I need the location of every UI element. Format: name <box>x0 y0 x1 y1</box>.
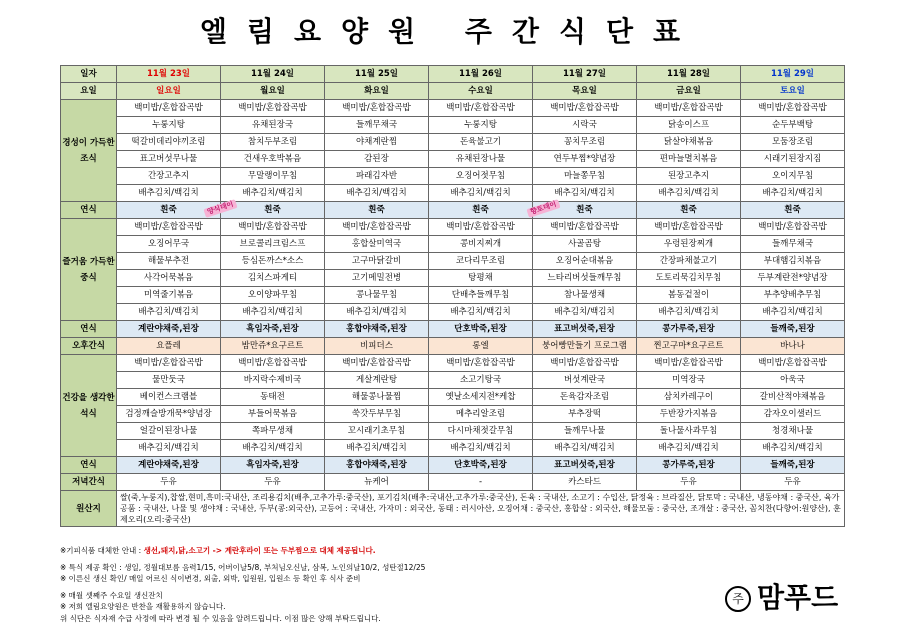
lunch-snack-label: 연식 <box>61 321 117 338</box>
breakfast-snack-item: 흰죽 <box>429 202 533 219</box>
note-no-reuse: ※ 저희 엘림요양원은 반찬을 재활용하지 않습니다. <box>60 602 226 611</box>
menu-item: 얼갈이된장나물 <box>117 423 221 440</box>
menu-item: 등심돈까스*소스 <box>221 253 325 270</box>
menu-item: 사골곰탕 <box>533 236 637 253</box>
note-birthday: ※ 매월 셋째주 수요일 생신잔치 <box>60 590 163 600</box>
menu-item: 게살계란탕 <box>325 372 429 389</box>
menu-item: 배추김치/백김치 <box>117 304 221 321</box>
night-snack-label: 저녁간식 <box>61 474 117 491</box>
menu-item: 배추김치/백김치 <box>117 185 221 202</box>
menu-item: 돌나물사과무침 <box>637 423 741 440</box>
dinner-snack-label: 연식 <box>61 457 117 474</box>
menu-item: 참치두부조림 <box>221 134 325 151</box>
menu-item: 백미밥/혼합잡곡밥 <box>325 219 429 236</box>
date-cell: 11월 27일 <box>533 66 637 83</box>
menu-item: 배추김치/백김치 <box>221 185 325 202</box>
brand-mark: 주 <box>725 586 751 612</box>
menu-item: 미역줄기볶음 <box>117 287 221 304</box>
menu-item: 유채된장국 <box>221 117 325 134</box>
pm-snack-item: 밤만쥬*요구르트 <box>221 338 325 355</box>
menu-item: 탕평채 <box>429 270 533 287</box>
day-cell: 토요일 <box>741 83 845 100</box>
menu-item: 배추김치/백김치 <box>429 185 533 202</box>
night-snack-item: - <box>429 474 533 491</box>
night-snack-item: 두유 <box>741 474 845 491</box>
menu-item: 백미밥/혼합잡곡밥 <box>117 100 221 117</box>
menu-item: 배추김치/백김치 <box>533 440 637 457</box>
menu-item: 바지락수제비국 <box>221 372 325 389</box>
menu-item: 배추김치/백김치 <box>221 304 325 321</box>
menu-item: 콩나물무침 <box>325 287 429 304</box>
menu-item: 오징어무국 <box>117 236 221 253</box>
menu-item: 백미밥/혼합잡곡밥 <box>533 100 637 117</box>
day-cell: 화요일 <box>325 83 429 100</box>
menu-item: 돈육감자조림 <box>533 389 637 406</box>
stamp-western-day: 양식데이 <box>203 199 237 218</box>
menu-item: 백미밥/혼합잡곡밥 <box>221 355 325 372</box>
pm-snack-item: 찐고구마*요구르트 <box>637 338 741 355</box>
menu-item: 누룽지탕 <box>117 117 221 134</box>
menu-item: 소고기탕국 <box>429 372 533 389</box>
day-cell: 월요일 <box>221 83 325 100</box>
page-title: 엘림요양원 주간식단표 <box>199 15 701 48</box>
menu-item: 배추김치/백김치 <box>429 440 533 457</box>
menu-item: 버섯계란국 <box>533 372 637 389</box>
menu-item: 봄동겉절이 <box>637 287 741 304</box>
menu-item: 부대햄김치볶음 <box>741 253 845 270</box>
menu-item: 배추김치/백김치 <box>221 440 325 457</box>
menu-item: 옛날소세지전*케찹 <box>429 389 533 406</box>
menu-item: 닭송이스프 <box>637 117 741 134</box>
menu-item: 건새우호박볶음 <box>221 151 325 168</box>
menu-item: 배추김치/백김치 <box>637 185 741 202</box>
night-snack-item: 뉴케어 <box>325 474 429 491</box>
note-change: 위 식단은 식자재 수급 사정에 따라 변경 될 수 있음을 알려드립니다. 이점 많은 양해 부탁드립니다. <box>60 613 381 623</box>
menu-item: 배추김치/백김치 <box>429 304 533 321</box>
menu-item: 오징어순대볶음 <box>533 253 637 270</box>
dinner-snack-item: 계란야채죽,된장 <box>117 457 221 474</box>
menu-item: 들깨무채국 <box>741 236 845 253</box>
menu-item: 배추김치/백김치 <box>325 440 429 457</box>
menu-item: 간장고추지 <box>117 168 221 185</box>
night-snack-item: 두유 <box>221 474 325 491</box>
menu-item: 배추김치/백김치 <box>325 185 429 202</box>
breakfast-label: 경성이 가득한 조식 <box>61 100 117 202</box>
day-cell: 수요일 <box>429 83 533 100</box>
menu-item: 연두부찜*양념장 <box>533 151 637 168</box>
dinner-snack-item: 단호박죽,된장 <box>429 457 533 474</box>
menu-item: 누룽지탕 <box>429 117 533 134</box>
menu-item: 백미밥/혼합잡곡밥 <box>325 100 429 117</box>
breakfast-snack-item: 흰죽 <box>741 202 845 219</box>
menu-item: 갈비산적야채볶음 <box>741 389 845 406</box>
menu-item: 된장고추지 <box>637 168 741 185</box>
menu-item: 들깨무채국 <box>325 117 429 134</box>
dinner-snack-item: 들깨죽,된장 <box>741 457 845 474</box>
menu-item: 배추김치/백김치 <box>741 304 845 321</box>
night-snack-item: 두유 <box>637 474 741 491</box>
pm-snack-item: 요플레 <box>117 338 221 355</box>
menu-item: 삼치카레구이 <box>637 389 741 406</box>
menu-item: 부추장떡 <box>533 406 637 423</box>
menu-item: 부들어묵볶음 <box>221 406 325 423</box>
lunch-snack-item: 계란야채죽,된장 <box>117 321 221 338</box>
origin-label: 원산지 <box>61 491 117 527</box>
lunch-snack-item: 들깨죽,된장 <box>741 321 845 338</box>
breakfast-snack-item: 흰죽 <box>637 202 741 219</box>
menu-item: 해물부추전 <box>117 253 221 270</box>
menu-item: 백미밥/혼합잡곡밥 <box>741 100 845 117</box>
lunch-snack-item: 홍합야채죽,된장 <box>325 321 429 338</box>
pm-snack-item: 붕어빵만들기 프로그램 <box>533 338 637 355</box>
menu-item: 브로콜리크림스프 <box>221 236 325 253</box>
menu-item: 단배추들깨무침 <box>429 287 533 304</box>
menu-item: 동태전 <box>221 389 325 406</box>
menu-item: 배추김치/백김치 <box>533 185 637 202</box>
menu-item: 배추김치/백김치 <box>637 304 741 321</box>
menu-item: 들깨무나물 <box>533 423 637 440</box>
menu-item: 백미밥/혼합잡곡밥 <box>325 355 429 372</box>
menu-item: 쑥갓두부무침 <box>325 406 429 423</box>
breakfast-snack-item: 흰죽 <box>533 202 637 219</box>
stamp-local-day: 향토데이 <box>526 199 560 218</box>
menu-item: 백미밥/혼합잡곡밥 <box>741 355 845 372</box>
menu-item: 청경채나물 <box>741 423 845 440</box>
dinner-snack-item: 홍합야채죽,된장 <box>325 457 429 474</box>
date-cell: 11월 28일 <box>637 66 741 83</box>
menu-item: 베이컨스크램블 <box>117 389 221 406</box>
day-header-label: 요일 <box>61 83 117 100</box>
dinner-snack-item: 표고버섯죽,된장 <box>533 457 637 474</box>
notes-block <box>60 545 760 624</box>
menu-item: 배추김치/백김치 <box>533 304 637 321</box>
menu-item: 김치스파게티 <box>221 270 325 287</box>
breakfast-snack-label: 연식 <box>61 202 117 219</box>
menu-item: 두부계란전*양념장 <box>741 270 845 287</box>
origin-text: 쌀(죽,누룽지),찹쌀,현미,흑미:국내산, 조리용김치(배추,고추가루:중국산), 포기김치(배추:국내산,고추가루:중국산), 돈육 : 국내산, 소고기 : 수입산, 닭정육 : 브라질산, 닭토막 : 국내산, 냉동야채 : 중국산, 육가공품 : 국내산, 나물 및 생야채 : 국내산, 두부(콩:외국산), 고등어 : 국내산, 가자미 : 외국산, 동태 : 러시아산, 오징어채 : 중국산, 홍합살 : 외국산, 해물모둠 : 중국산, 조개살 : 중국산, 꼼치찬(다향어:원양산), 훈제오리(오리:중국산) <box>117 491 845 527</box>
note-substitute-body: 생선,돼지,닭,소고기 -> 계란후라이 또는 두부찜으로 대체 제공됩니다. <box>143 546 376 555</box>
lunch-snack-item: 단호박죽,된장 <box>429 321 533 338</box>
menu-item: 백미밥/혼합잡곡밥 <box>637 355 741 372</box>
menu-item: 오징어젓무침 <box>429 168 533 185</box>
note-meal-check: ※ 이른신 생신 확인/ 매일 어르신 식이변경, 외출, 외박, 입원원, 입원소 등 확인 후 식사 준비 <box>60 574 361 583</box>
lunch-snack-item: 콩가루죽,된장 <box>637 321 741 338</box>
menu-item: 백미밥/혼합잡곡밥 <box>221 219 325 236</box>
dinner-snack-item: 콩가루죽,된장 <box>637 457 741 474</box>
menu-item: 다시마채젓갈무침 <box>429 423 533 440</box>
lunch-snack-item: 표고버섯죽,된장 <box>533 321 637 338</box>
breakfast-snack-item: 흰죽 <box>325 202 429 219</box>
weekly-menu-table <box>60 65 845 527</box>
menu-item: 백미밥/혼합잡곡밥 <box>533 355 637 372</box>
date-cell: 11월 29일 <box>741 66 845 83</box>
menu-item: 백미밥/혼합잡곡밥 <box>429 219 533 236</box>
menu-item: 배추김치/백김치 <box>741 185 845 202</box>
menu-item: 파래김자반 <box>325 168 429 185</box>
menu-item: 아욱국 <box>741 372 845 389</box>
menu-item: 쪽파무생채 <box>221 423 325 440</box>
note-substitute <box>60 545 760 557</box>
menu-item: 닭살야채볶음 <box>637 134 741 151</box>
menu-item: 오이지무침 <box>741 168 845 185</box>
menu-item: 백미밥/혼합잡곡밥 <box>429 355 533 372</box>
date-cell: 11월 24일 <box>221 66 325 83</box>
breakfast-snack-item: 흰죽 <box>117 202 221 219</box>
menu-item: 해물콩나물찜 <box>325 389 429 406</box>
menu-item: 순두부백탕 <box>741 117 845 134</box>
lunch-snack-item: 흑임자죽,된장 <box>221 321 325 338</box>
pm-snack-label: 오후간식 <box>61 338 117 355</box>
menu-item: 무말랭이무침 <box>221 168 325 185</box>
menu-item: 콩비지찌개 <box>429 236 533 253</box>
menu-item: 야채계란찜 <box>325 134 429 151</box>
dinner-snack-item: 흑임자죽,된장 <box>221 457 325 474</box>
menu-item: 모둠장조림 <box>741 134 845 151</box>
menu-item: 오이양파무침 <box>221 287 325 304</box>
night-snack-item: 두유 <box>117 474 221 491</box>
menu-item: 홍합살미역국 <box>325 236 429 253</box>
day-cell: 목요일 <box>533 83 637 100</box>
menu-item: 시래기된장지짐 <box>741 151 845 168</box>
menu-item: 떡갈비데리야끼조림 <box>117 134 221 151</box>
menu-item: 미역장국 <box>637 372 741 389</box>
date-cell: 11월 25일 <box>325 66 429 83</box>
menu-item: 배추김치/백김치 <box>117 440 221 457</box>
menu-item: 사각어묵볶음 <box>117 270 221 287</box>
pm-snack-item: 롱엘 <box>429 338 533 355</box>
menu-item: 배추김치/백김치 <box>637 440 741 457</box>
menu-item: 시락국 <box>533 117 637 134</box>
menu-item: 마늘쫑무침 <box>533 168 637 185</box>
menu-item: 간장파채불고기 <box>637 253 741 270</box>
brand-logo <box>725 580 845 616</box>
menu-item: 물만둣국 <box>117 372 221 389</box>
menu-item: 고구마닭갈비 <box>325 253 429 270</box>
note-special-meals: ※ 특식 제공 확인 : 생일, 정월대보름 음력1/15, 어버이날5/8, 부처님오신날, 삼복, 노인의날10/2, 성탄절12/25 <box>60 562 426 572</box>
menu-item: 백미밥/혼합잡곡밥 <box>117 355 221 372</box>
menu-item: 코다리무조림 <box>429 253 533 270</box>
day-cell: 금요일 <box>637 83 741 100</box>
menu-item: 부추양배추무침 <box>741 287 845 304</box>
menu-item: 감자오이샐러드 <box>741 406 845 423</box>
menu-item: 배추김치/백김치 <box>325 304 429 321</box>
lunch-label: 즐거움 가득한 중식 <box>61 219 117 321</box>
menu-item: 감된장 <box>325 151 429 168</box>
day-cell: 일요일 <box>117 83 221 100</box>
dinner-label: 건강을 생각한 석식 <box>61 355 117 457</box>
menu-item: 메추리알조림 <box>429 406 533 423</box>
menu-item: 배추김치/백김치 <box>741 440 845 457</box>
breakfast-snack-item: 흰죽 <box>221 202 325 219</box>
menu-item: 편마늘멸치볶음 <box>637 151 741 168</box>
date-cell: 11월 23일 <box>117 66 221 83</box>
menu-item: 백미밥/혼합잡곡밥 <box>429 100 533 117</box>
menu-item: 꼬시래기초무침 <box>325 423 429 440</box>
menu-item: 꽁치무조림 <box>533 134 637 151</box>
menu-item: 검정깨슬방개묵*양념장 <box>117 406 221 423</box>
menu-item: 백미밥/혼합잡곡밥 <box>637 100 741 117</box>
date-cell: 11월 26일 <box>429 66 533 83</box>
menu-item: 유채된장나물 <box>429 151 533 168</box>
menu-item: 백미밥/혼합잡곡밥 <box>117 219 221 236</box>
menu-item: 백미밥/혼합잡곡밥 <box>221 100 325 117</box>
menu-item: 두반장가지볶음 <box>637 406 741 423</box>
night-snack-item: 카스타드 <box>533 474 637 491</box>
menu-item: 고기메밀전병 <box>325 270 429 287</box>
menu-item: 도토리묵김치무침 <box>637 270 741 287</box>
menu-item: 느타리버섯들깨무침 <box>533 270 637 287</box>
menu-item: 백미밥/혼합잡곡밥 <box>637 219 741 236</box>
menu-item: 백미밥/혼합잡곡밥 <box>533 219 637 236</box>
pm-snack-item: 비피더스 <box>325 338 429 355</box>
brand-name: 맘푸드 <box>757 581 839 614</box>
menu-item: 백미밥/혼합잡곡밥 <box>741 219 845 236</box>
date-header-label: 일자 <box>61 66 117 83</box>
menu-item: 돈육불고기 <box>429 134 533 151</box>
menu-item: 참나물생채 <box>533 287 637 304</box>
note-substitute-prefix: ※기피식품 대체한 안내 : <box>60 546 144 555</box>
menu-item: 우렁된장찌개 <box>637 236 741 253</box>
menu-item: 표고버섯무나물 <box>117 151 221 168</box>
pm-snack-item: 바나나 <box>741 338 845 355</box>
